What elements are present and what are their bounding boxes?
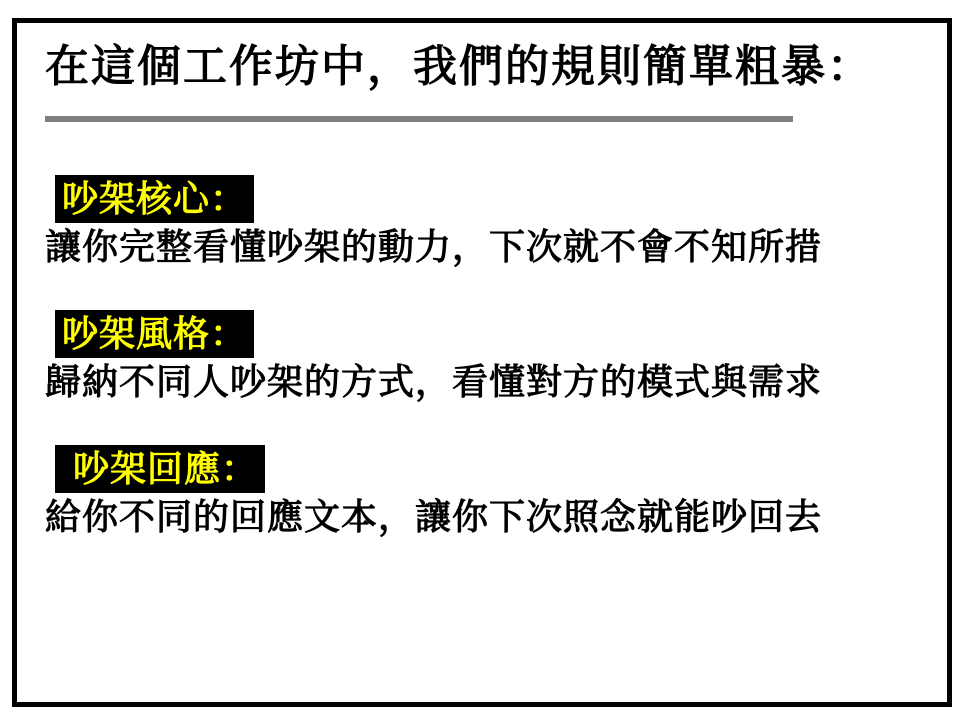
title-divider <box>45 116 793 122</box>
section-style-badge: 吵架風格： <box>55 310 254 358</box>
section-core-badge: 吵架核心： <box>55 175 254 223</box>
section-response <box>45 445 822 541</box>
section-style <box>45 310 822 406</box>
section-response-badge: 吵架回應： <box>55 445 265 493</box>
section-response-body: 給你不同的回應文本，讓你下次照念就能吵回去 <box>45 496 823 537</box>
section-core-body: 讓你完整看懂吵架的動力，下次就不會不知所措 <box>45 226 823 267</box>
section-core <box>45 175 822 271</box>
section-style-body: 歸納不同人吵架的方式，看懂對方的模式與需求 <box>45 361 823 402</box>
slide-title: 在這個工作坊中，我們的規則簡單粗暴： <box>45 42 873 91</box>
